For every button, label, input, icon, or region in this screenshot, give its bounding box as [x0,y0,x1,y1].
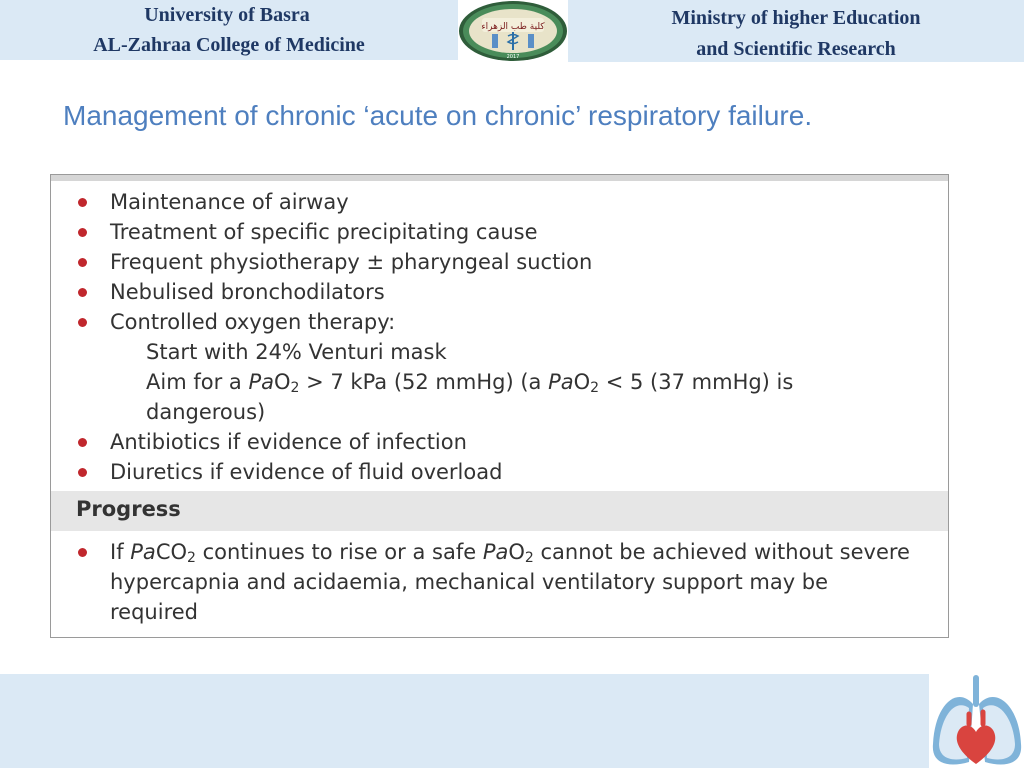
page-title: Management of chronic ‘acute on chronic’ respiratory failure. [63,100,813,131]
ministry-subtitle: and Scientific Research [696,38,896,60]
oxygen-aim [51,367,948,397]
bullet-icon [78,228,87,237]
college-seal-logo [458,0,568,62]
management-box [50,174,949,638]
pa-italic: Pa [482,540,509,564]
list-item [51,277,948,307]
pa-italic: Pa [130,540,156,564]
svg-text:2017: 2017 [506,54,520,60]
list-item-text: Treatment of specific precipitating cause [110,220,538,244]
university-name: University of Basra [144,4,310,26]
bullet-icon [78,258,87,267]
oxygen-dangerous: dangerous) [146,400,266,424]
progress-rest: cannot be achieved without severe hypercapnia and acidaemia, mechanical ventilatory support may be required [110,540,910,624]
progress-text [110,537,918,627]
list-item-text: Controlled oxygen therapy: [110,310,396,334]
bullet-icon [78,288,87,297]
bullet-icon [78,318,87,327]
list-item [51,247,948,277]
footer-band [0,674,929,768]
progress-mid: continues to rise or a safe [195,540,483,564]
co-symbol: CO [155,540,188,564]
management-list [51,187,948,487]
o-symbol: O [573,370,591,394]
list-item [51,217,948,247]
svg-text:كلية طب الزهراء: كلية طب الزهراء [481,22,545,32]
list-item-text: Antibiotics if evidence of infection [110,430,467,454]
o-symbol: O [273,370,291,394]
box-top-band [51,175,948,181]
progress-heading: Progress [76,497,181,521]
subscript-2: 2 [590,380,600,396]
list-item [51,427,948,457]
list-item-text: Nebulised bronchodilators [110,280,385,304]
list-item-text: Diuretics if evidence of fluid overload [110,460,503,484]
o-symbol: O [508,540,525,564]
aim-mid: > 7 kPa (52 mmHg) (a [299,370,549,394]
list-item [51,187,948,217]
subscript-2: 2 [524,550,534,566]
ministry-name: Ministry of higher Education [671,7,921,29]
list-item [51,307,948,337]
list-item-text: Maintenance of airway [110,190,349,214]
progress-header [51,491,948,531]
header-left [0,0,458,60]
bullet-icon [78,468,87,477]
header-right [568,0,1024,62]
subscript-2: 2 [290,380,300,396]
list-item [51,457,948,487]
bullet-icon [78,548,87,557]
lungs-heart-icon [929,674,1024,768]
aim-prefix: Aim for a [146,370,249,394]
aim-end: < 5 (37 mmHg) is [599,370,794,394]
college-name: AL-Zahraa College of Medicine [93,34,365,56]
subscript-2: 2 [187,550,196,566]
progress-if: If [110,540,131,564]
bullet-icon [78,438,87,447]
bullet-icon [78,198,87,207]
list-item-text: Frequent physiotherapy ± pharyngeal suction [110,250,593,274]
pa-italic: Pa [248,370,274,394]
oxygen-sub-item: Start with 24% Venturi mask [146,340,447,364]
pa-italic: Pa [548,370,574,394]
